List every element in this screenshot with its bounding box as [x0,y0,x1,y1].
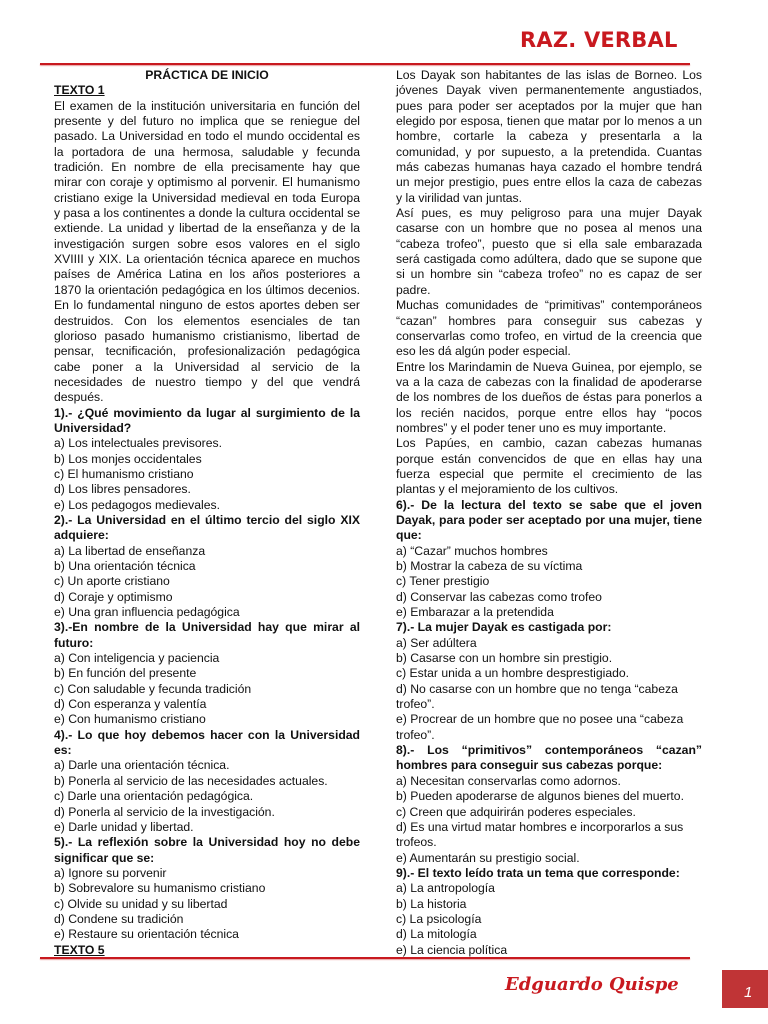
footer-author: Edguardo Quispe [505,974,679,995]
answer-option: b) Pueden apoderarse de algunos bienes del muerto. [396,789,684,804]
answer-option: b) En función del presente [54,666,197,681]
footer-divider [40,957,690,959]
passage-paragraph: Entre los Marindamin de Nueva Guinea, por ejemplo, se va a la caza de cabezas con la finalidad de apoderarse de los nombres de los dueños de éstas para ponerlos a los recién nacidos, porque entre ellos hay “pocos nombres” y el poder tener uno es muy importante. [396,359,702,435]
answer-option: b) Ponerla al servicio de las necesidades actuales. [54,773,328,788]
page-number: 1 [744,984,753,1001]
answer-option: b) Casarse con un hombre sin prestigio. [396,651,613,666]
texto5-label: TEXTO 5 [54,942,105,957]
question: 2).- La Universidad en el último tercio del siglo XIX adquiere: [54,512,360,543]
answer-option: a) Los intelectuales previsores. [54,436,223,451]
answer-option: e) Una gran influencia pedagógica [54,605,240,620]
answer-option: c) Un aporte cristiano [54,574,170,589]
answer-option: e) La ciencia política [396,942,508,957]
section-title: PRÁCTICA DE INICIO [145,68,269,82]
question: 3).-En nombre de la Universidad hay que mirar al futuro: [54,620,360,650]
passage-paragraph: Muchas comunidades de “primitivas” contemporáneos “cazan” hombres para conseguir sus cabezas y conservarlas como trofeo, en virtud de la creencia que eso les dá algún poder especial. [396,298,702,359]
header-divider [40,63,690,65]
answer-option: e) Darle unidad y libertad. [54,819,194,834]
answer-option: d) Conservar las cabezas como trofeo [396,589,602,604]
passage-paragraph: Los Papúes, en cambio, cazan cabezas humanas porque están convencidos de que en ellas hay una fuerza especial que permite el crecimiento de las plantas y el mejoramiento de los cultivos. [396,436,702,497]
answer-option: a) Necesitan conservarlas como adornos. [396,773,621,788]
answer-option: e) Embarazar a la pretendida [396,605,554,620]
answer-option: d) Condene su tradición [54,911,184,926]
answer-option: e) Con humanismo cristiano [54,712,206,727]
answer-option: d) Los libres pensadores. [54,482,191,497]
answer-option: a) La libertad de enseñanza [54,543,206,558]
answer-option: b) Sobrevalore su humanismo cristiano [54,881,266,896]
left-column [54,68,360,958]
answer-option: a) Ser adúltera [396,635,477,650]
answer-option: e) Procrear de un hombre que no posee una “cabeza trofeo”. [396,712,684,742]
answer-option: b) Los monjes occidentales [54,451,202,466]
texto1-body: El examen de la institución universitaria en función del presente y del futuro no implica que se reniegue del pasado. La Universidad en todo el mundo occidental es la portadora de una hermosa, saludable y fecunda tradición. En nombre de ella precisamente hay que mirar con coraje y optimismo al porvenir. El humanismo cristiano exige la Universidad medieval en toda Europa y pasa a los continentes a donde la cultura occidental se extiende. La unidad y libertad de la enseñanza y de la investigación surgen sobre esos valores en el siglo XVIIII y XIX. La orientación técnica aparece en muchos países de América Latina en los años posteriores a 1870 la orientación pedagógica en los últimos decenios. En lo fundamental ninguno de estos aportes deben ser destruidos. Con los elementos esenciales de tan glorioso pasado humanismo cristianismo, libertad de pensar, tecnificación, profesionalización pedagógica cabe poner a la Universidad al servicio de la necesidades de nuestro tiempo y del que vendrá después. [54,98,360,405]
answer-option: a) Darle una orientación técnica. [54,758,230,773]
answer-option: a) La antropología [396,881,495,896]
answer-option: c) Creen que adquirirán poderes especiales. [396,804,636,819]
right-questions [396,498,702,958]
answer-option: d) Coraje y optimismo [54,589,173,604]
answer-option: a) “Cazar” muchos hombres [396,543,548,558]
answer-option: c) La psicología [396,911,482,926]
header-title: RAZ. VERBAL [520,28,678,52]
right-column [396,68,702,958]
answer-option: c) Estar unida a un hombre desprestigiado. [396,666,630,681]
answer-option: d) No casarse con un hombre que no tenga “cabeza trofeo”. [396,681,678,712]
answer-option: e) Restaure su orientación técnica [54,927,239,942]
question: 5).- La reflexión sobre la Universidad hoy no debe significar que se: [54,835,360,865]
answer-option: e) Aumentarán su prestigio social. [396,850,580,865]
answer-option: a) Ignore su porvenir [54,865,167,880]
answer-option: b) Una orientación técnica [54,559,196,573]
texto1-label: TEXTO 1 [54,83,105,98]
answer-option: c) Olvide su unidad y su libertad [54,896,228,911]
answer-option: c) El humanismo cristiano [54,466,194,481]
answer-option: a) Con inteligencia y paciencia [54,651,220,666]
question: 4).- Lo que hoy debemos hacer con la Universidad es: [54,727,360,758]
question: 9).- El texto leído trata un tema que corresponde: [396,865,680,880]
answer-option: c) Darle una orientación pedagógica. [54,789,254,804]
answer-option: b) Mostrar la cabeza de su víctima [396,559,583,573]
passage-paragraph: Así pues, es muy peligroso para una mujer Dayak casarse con un hombre que no posea al menos una “cabeza trofeo”, puesto que si ella sale embarazada será castigada como adúltera, dado que se supone que si un hombre sin “cabeza trofeo” no es capaz de ser padre. [396,206,702,297]
answer-option: d) La mitología [396,927,477,942]
answer-option: c) Con saludable y fecunda tradición [54,681,252,696]
question: 7).- La mujer Dayak es castigada por: [396,620,612,635]
answer-option: d) Es una virtud matar hombres e incorporarlos a sus trofeos. [396,819,684,850]
left-questions [54,406,360,943]
question: 6).- De la lectura del texto se sabe que el joven Dayak, para poder ser aceptado por una mujer, tiene que: [396,497,702,543]
right-paragraphs [396,68,702,498]
answer-option: d) Con esperanza y valentía [54,697,207,712]
passage-paragraph: Los Dayak son habitantes de las islas de Borneo. Los jóvenes Dayak viven permanentemente angustiados, pues para poder ser aceptados por la mujer que han elegido por esposa, tienen que matar por lo menos a un hombre, cortarle la cabeza y presentarla a la comunidad, y por supuesto, a la pretendida. Cuantas más cabezas humanas haya cazado el hombre tendrá un mejor prestigio, pues entre ellos la caza de cabezas y la virilidad van juntas. [396,68,702,205]
question: 8).- Los “primitivos” contemporáneos “cazan” hombres para conseguir sus cabezas porque: [396,743,702,773]
answer-option: e) Los pedagogos medievales. [54,497,220,512]
answer-option: d) Ponerla al servicio de la investigación. [54,804,275,819]
answer-option: b) La historia [396,896,467,911]
question: 1).- ¿Qué movimiento da lugar al surgimiento de la Universidad? [54,405,360,435]
answer-option: c) Tener prestigio [396,574,490,589]
